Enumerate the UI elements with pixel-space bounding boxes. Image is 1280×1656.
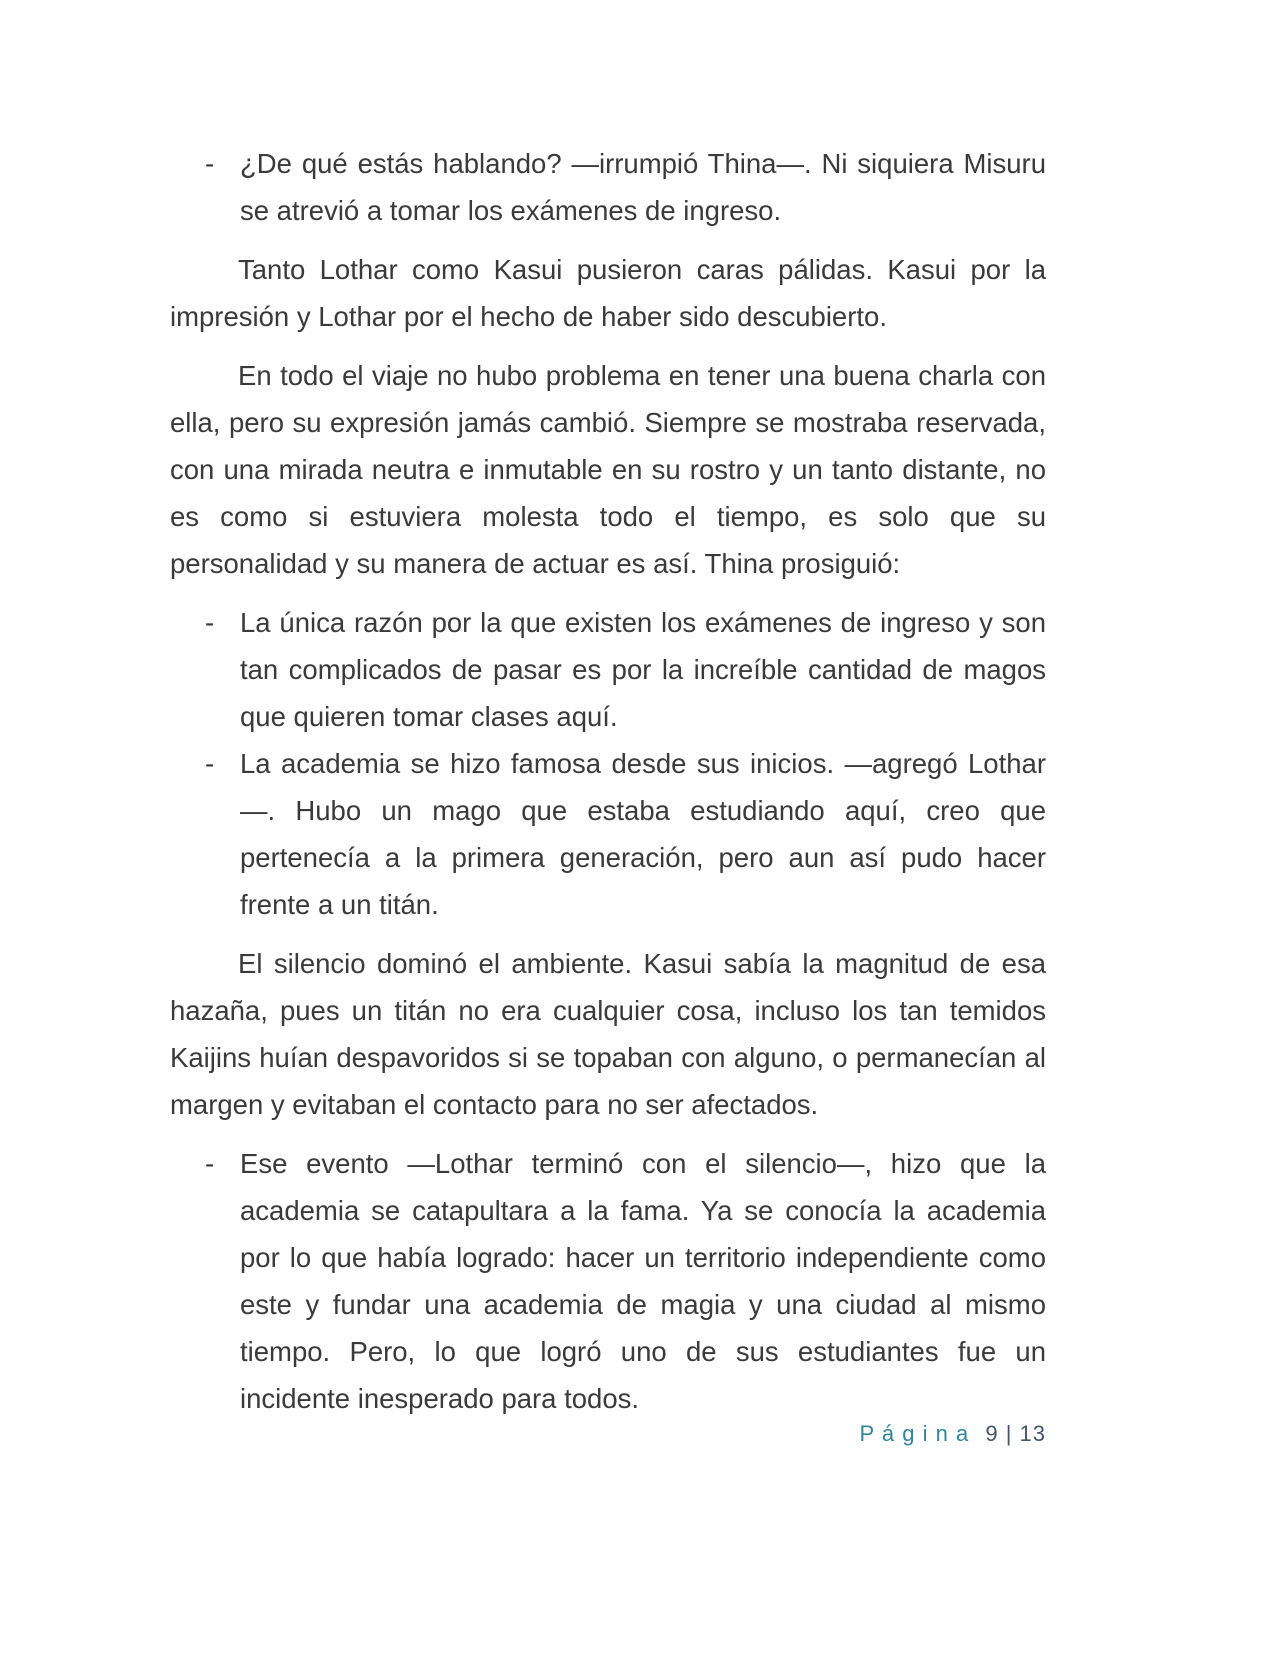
page-footer [860, 1420, 1046, 1448]
list-marker: - [205, 148, 215, 179]
paragraph-text: La academia se hizo famosa desde sus inicios. —agregó Lothar—. Hubo un mago que estaba estudiando aquí, creo que pertenecía a la primera generación, pero aun así pudo hacer frente a un titán. [240, 748, 1046, 920]
footer-page-label: P á g i n a [859, 1421, 970, 1446]
paragraph-text: Ese evento —Lothar terminó con el silencio—, hizo que la academia se catapultara a la fama. Ya se conocía la academia por lo que había logrado: hacer un territorio independiente como este y fundar una academia de magia y una ciudad al mismo tiempo. Pero, lo que logró uno de sus estudiantes fue un incidente inesperado para todos. [240, 1148, 1046, 1414]
list-marker: - [205, 1148, 215, 1179]
list-marker: - [205, 607, 215, 638]
dialogue-list-item [170, 1140, 1046, 1422]
list-marker: - [205, 748, 215, 779]
dialogue-list-item [170, 740, 1046, 928]
dialogue-list-item [170, 599, 1046, 740]
paragraph: Tanto Lothar como Kasui pusieron caras pálidas. Kasui por la impresión y Lothar por el hecho de haber sido descubierto. [170, 254, 1046, 332]
paragraph-text: ¿De qué estás hablando? —irrumpió Thina—. Ni siquiera Misuru se atrevió a tomar los exámenes de ingreso. [240, 148, 1046, 226]
page-body [170, 140, 1046, 1434]
dialogue-list-item [170, 140, 1046, 234]
paragraph: En todo el viaje no hubo problema en tener una buena charla con ella, pero su expresión jamás cambió. Siempre se mostraba reservada, con una mirada neutra e inmutable en su rostro y un tanto distante, no es como si estuviera molesta todo el tiempo, es solo que su personalidad y su manera de actuar es así. Thina prosiguió: [170, 360, 1046, 579]
footer-page-number: 9 | 13 [985, 1421, 1046, 1446]
paragraph-text: La única razón por la que existen los exámenes de ingreso y son tan complicados de pasar es por la increíble cantidad de magos que quieren tomar clases aquí. [240, 607, 1046, 732]
paragraph: El silencio dominó el ambiente. Kasui sabía la magnitud de esa hazaña, pues un titán no era cualquier cosa, incluso los tan temidos Kaijins huían despavoridos si se topaban con alguno, o permanecían al margen y evitaban el contacto para no ser afectados. [170, 948, 1046, 1120]
